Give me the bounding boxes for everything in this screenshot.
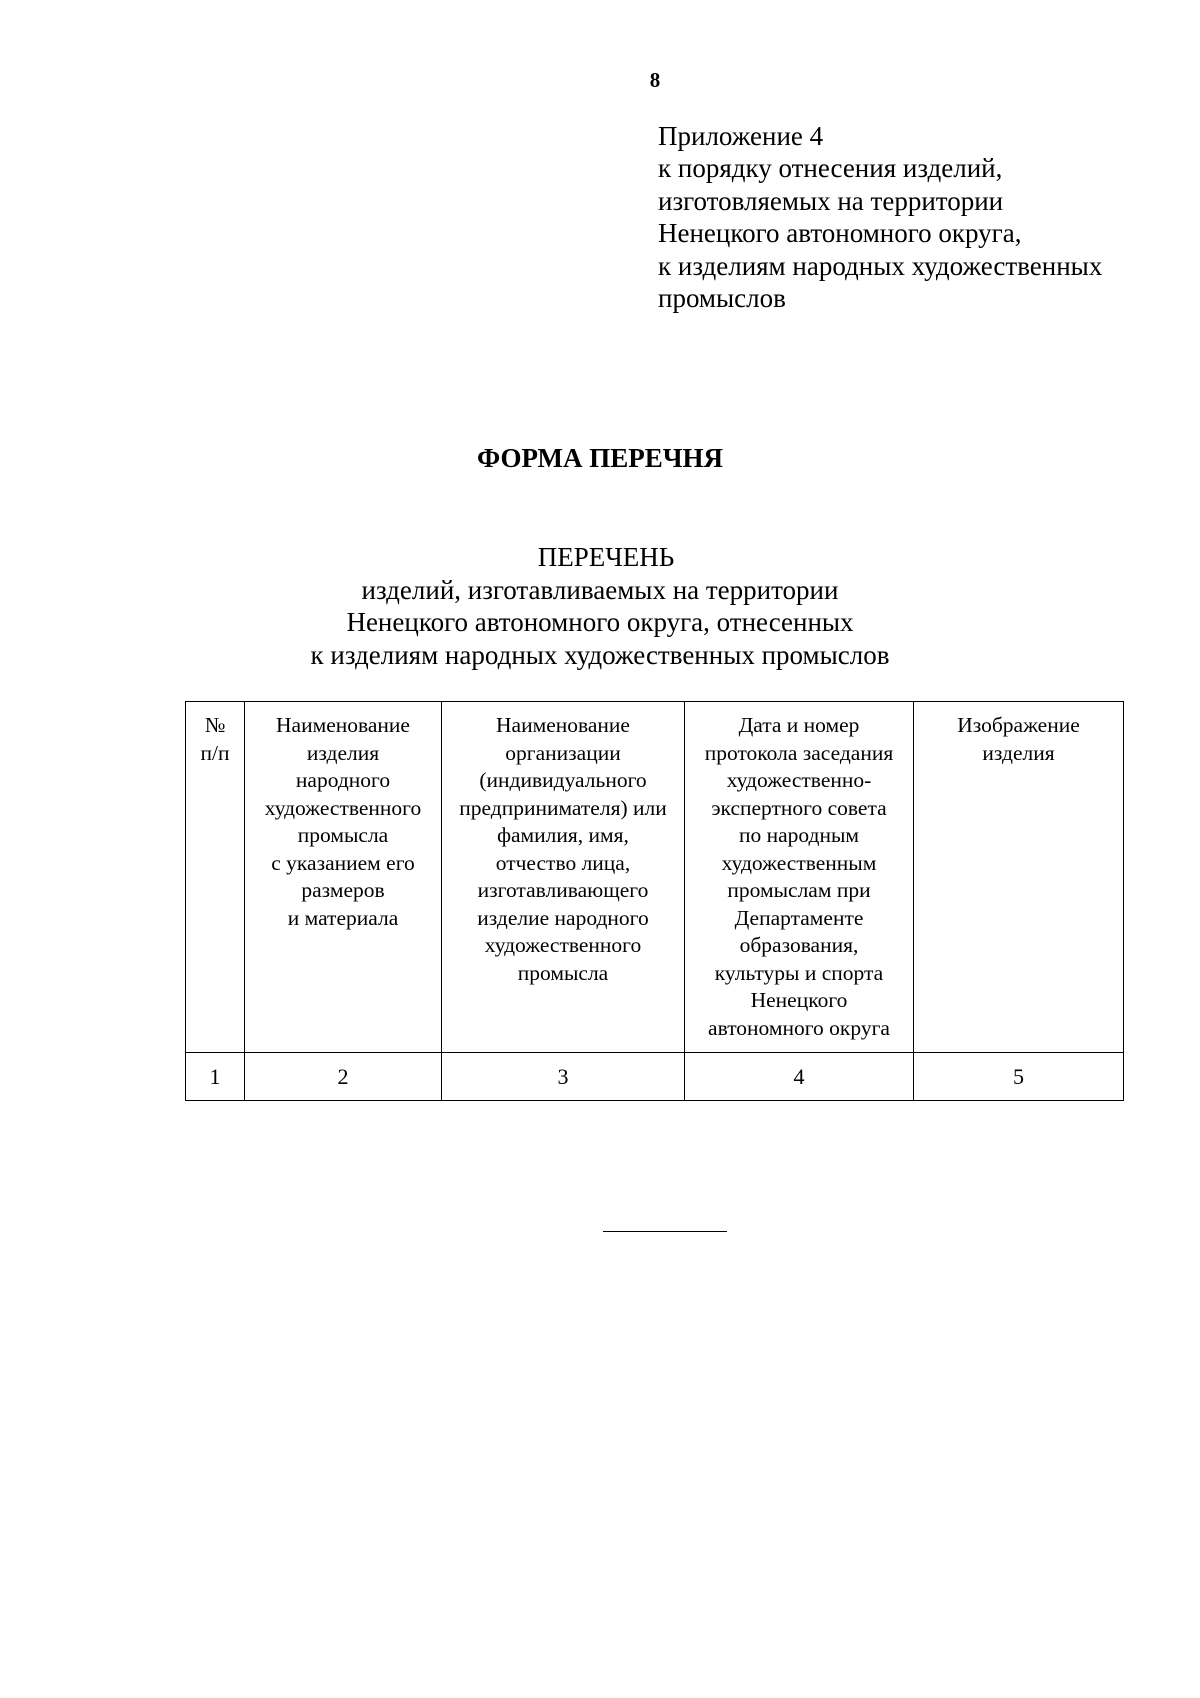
appendix-reference — [658, 120, 1178, 314]
header-line: и материала — [287, 905, 399, 930]
header-line: художественного — [484, 933, 642, 957]
header-line: размеров — [301, 878, 385, 902]
header-line: Департаменте — [734, 905, 864, 930]
header-line: автономного округа — [708, 1015, 890, 1040]
table-header-row — [186, 702, 1124, 1053]
header-line: с указанием его — [271, 850, 415, 875]
header-line: промысла — [517, 960, 609, 985]
header-line: Ненецкого — [750, 988, 848, 1012]
header-line: Дата и номер — [738, 713, 860, 737]
page-number: 8 — [649, 68, 661, 92]
list-heading-line: изделий, изготавливаемых на территории — [361, 574, 839, 605]
header-line: фамилия, имя, — [497, 823, 629, 847]
header-item-name — [245, 702, 442, 1053]
header-line: художественного — [264, 795, 422, 820]
list-heading — [0, 541, 1200, 671]
header-line: художественным — [721, 850, 877, 875]
header-line: изделия — [306, 740, 380, 765]
appendix-line: Приложение 4 — [658, 121, 824, 151]
header-line: изготавливающего — [477, 878, 649, 902]
header-line: Наименование — [276, 713, 410, 737]
header-line: изделие народного — [477, 905, 649, 930]
header-line: изделия — [982, 740, 1055, 765]
header-line: п/п — [200, 740, 230, 765]
appendix-line: к изделиям народных художественных — [658, 250, 1103, 281]
appendix-line: промыслов — [658, 283, 786, 314]
header-protocol — [685, 702, 914, 1053]
header-line: культуры и спорта — [714, 960, 884, 985]
header-line: (индивидуального — [479, 768, 647, 792]
header-line: предпринимателя) или — [459, 795, 667, 820]
header-line: народного — [295, 768, 391, 792]
form-title: ФОРМА ПЕРЕЧНЯ — [476, 443, 724, 473]
header-line: Наименование — [496, 713, 630, 737]
table-row — [186, 1053, 1124, 1101]
header-line: № — [204, 713, 226, 737]
header-number — [186, 702, 245, 1053]
header-line: отчество лица, — [495, 850, 631, 875]
appendix-line: Ненецкого автономного округа, — [658, 218, 1022, 249]
column-number-cell: 5 — [914, 1053, 1124, 1101]
list-heading-title: ПЕРЕЧЕНЬ — [537, 542, 675, 572]
list-form-table — [185, 701, 1124, 1101]
header-line: протокола заседания — [704, 740, 894, 765]
column-number-cell: 4 — [685, 1053, 914, 1101]
column-number-cell: 1 — [186, 1053, 245, 1101]
header-line: промыслам при — [727, 878, 871, 902]
list-heading-line: Ненецкого автономного округа, отнесенных — [346, 607, 854, 637]
end-divider — [603, 1231, 727, 1232]
header-line: экспертного совета — [711, 795, 887, 820]
header-organization — [442, 702, 685, 1053]
header-line: организации — [505, 740, 621, 765]
column-number-cell: 2 — [245, 1053, 442, 1101]
list-heading-line: к изделиям народных художественных промыслов — [310, 639, 890, 670]
header-line: промысла — [297, 823, 389, 847]
header-line: Изображение — [957, 713, 1080, 737]
header-line: образования, — [739, 933, 859, 957]
header-line: художественно- — [726, 768, 872, 792]
appendix-line: изготовляемых на территории — [658, 185, 1004, 216]
column-number-cell: 3 — [442, 1053, 685, 1101]
header-image — [914, 702, 1124, 1053]
header-line: по народным — [738, 823, 860, 847]
appendix-line: к порядку отнесения изделий, — [658, 153, 1003, 184]
